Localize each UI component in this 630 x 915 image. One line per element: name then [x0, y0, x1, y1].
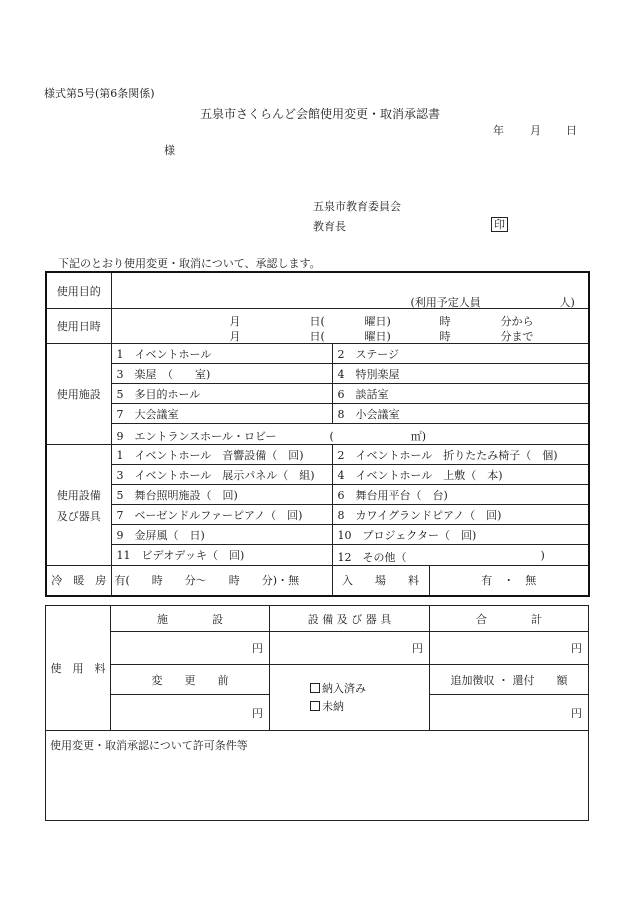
heating-label: 冷 暖 房 [46, 566, 111, 596]
equipment-item[interactable]: 8 カワイグランドピアノ（ 回) [332, 505, 589, 525]
usage-table [45, 271, 590, 597]
equipment-item[interactable]: 9 金屏風（ 日) [111, 525, 332, 545]
dt-weekday-2: 曜日) [364, 330, 391, 343]
col-facility-header: 施 設 [111, 606, 270, 632]
document-title: 五泉市さくらんど会館使用変更・取消承認書 [200, 107, 441, 121]
dt-weekday-1: 曜日) [364, 315, 391, 328]
additional-fee[interactable] [430, 695, 589, 731]
date-year: 年 [493, 124, 504, 137]
heating-value[interactable]: 有( 時 分～ 時 分)・無 [111, 566, 332, 596]
addressee-suffix: 様 [164, 144, 175, 157]
before-change-header: 変 更 前 [111, 665, 270, 695]
equipment-item-other[interactable] [332, 545, 589, 566]
facility-item[interactable]: 1 イベントホール [111, 344, 332, 364]
equipment-item[interactable]: 6 舞台用平台（ 台) [332, 485, 589, 505]
datetime-field[interactable] [111, 309, 589, 344]
equipment-label-line-1: 使用設備 [56, 488, 101, 502]
dt-day-2: 日( [309, 330, 325, 343]
paid-label: 納入済み [322, 681, 366, 695]
before-change-fee[interactable] [111, 695, 270, 731]
facility-fee[interactable] [111, 632, 270, 665]
equipment-fee[interactable] [270, 632, 430, 665]
admission-value[interactable]: 有 ・ 無 [429, 566, 589, 596]
paid-checkbox[interactable] [310, 683, 320, 693]
payment-status [270, 665, 430, 731]
yen-unit: 円 [252, 706, 263, 720]
yen-unit: 円 [412, 642, 423, 655]
equipment-item[interactable]: 5 舞台照明施設（ 回) [111, 485, 332, 505]
yen-unit: 円 [571, 642, 582, 655]
yen-unit: 円 [252, 642, 263, 655]
attendees-text: (利用予定人員 [410, 296, 481, 309]
facility-item[interactable]: 7 大会議室 [111, 404, 332, 424]
attendees-unit: 人) [559, 296, 575, 309]
equipment-item[interactable]: 4 イベントホール 上敷（ 本) [332, 465, 589, 485]
dt-hour-1: 時 [439, 315, 451, 328]
conditions-label: 使用変更・取消承認について許可条件等 [50, 739, 248, 752]
purpose-label: 使用目的 [46, 272, 111, 309]
total-fee[interactable] [430, 632, 589, 665]
conditions-field[interactable] [46, 731, 589, 821]
equipment-item[interactable]: 1 イベントホール 音響設備（ 回) [111, 445, 332, 465]
unpaid-option[interactable] [310, 698, 429, 716]
facility-item-entrance[interactable] [111, 424, 589, 445]
facility-item[interactable]: 5 多目的ホール [111, 384, 332, 404]
facilities-label: 使用施設 [46, 344, 111, 445]
equipment-item[interactable]: 2 イベントホール 折りたたみ椅子（ 個) [332, 445, 589, 465]
col-equipment-header: 設 備 及 び 器 具 [270, 606, 430, 632]
facility-item[interactable]: 6 談話室 [332, 384, 589, 404]
facility-9-label: 9 エントランスホール・ロビー [116, 430, 277, 443]
equipment-item[interactable]: 7 ベーゼンドルファーピアノ（ 回) [111, 505, 332, 525]
col-total-header: 合 計 [430, 606, 589, 632]
admission-label: 入 場 料 [332, 566, 429, 596]
purpose-field[interactable] [111, 272, 589, 309]
facility-item[interactable]: 3 楽屋 （ 室) [111, 364, 332, 384]
date-day: 日 [566, 124, 577, 137]
dt-to: 分まで [500, 330, 534, 343]
dt-month-2: 月 [229, 330, 241, 343]
unpaid-checkbox[interactable] [310, 701, 320, 711]
equipment-item[interactable]: 10 プロジェクター（ 回) [332, 525, 589, 545]
date-month: 月 [530, 124, 541, 137]
issuer-title: 教育長 [313, 220, 346, 233]
datetime-label: 使用日時 [46, 309, 111, 344]
facility-item[interactable]: 8 小会議室 [332, 404, 589, 424]
dt-month-1: 月 [229, 315, 241, 328]
dt-day-1: 日( [309, 315, 325, 328]
intro-text: 下記のとおり使用変更・取消について、承認します。 [58, 257, 321, 270]
seal-stamp: 印 [491, 217, 508, 232]
facility-item[interactable]: 2 ステージ [332, 344, 589, 364]
equipment-label-line-2: 及び器具 [56, 509, 101, 523]
equipment-item[interactable]: 11 ビデオデッキ（ 回) [111, 545, 332, 566]
paid-option[interactable] [310, 680, 429, 698]
equipment-item[interactable]: 3 イベントホール 展示パネル（ 組) [111, 465, 332, 485]
yen-unit: 円 [571, 706, 582, 720]
facility-item[interactable]: 4 特別楽屋 [332, 364, 589, 384]
equipment-12-label: 12 その他（ [337, 551, 407, 564]
dt-hour-2: 時 [439, 330, 451, 343]
facility-9-area: ( ㎡) [329, 430, 427, 443]
equipment-12-close: ) [540, 549, 545, 562]
issuer-org: 五泉市教育委員会 [313, 200, 401, 213]
additional-header: 追加徴収 ・ 還付 額 [430, 665, 589, 695]
fee-table [45, 605, 589, 821]
unpaid-label: 未納 [322, 699, 344, 713]
form-number: 様式第5号(第6条関係) [44, 87, 155, 100]
fee-label: 使 用 料 [46, 606, 111, 731]
dt-from: 分から [500, 315, 534, 328]
equipment-label [46, 445, 111, 566]
